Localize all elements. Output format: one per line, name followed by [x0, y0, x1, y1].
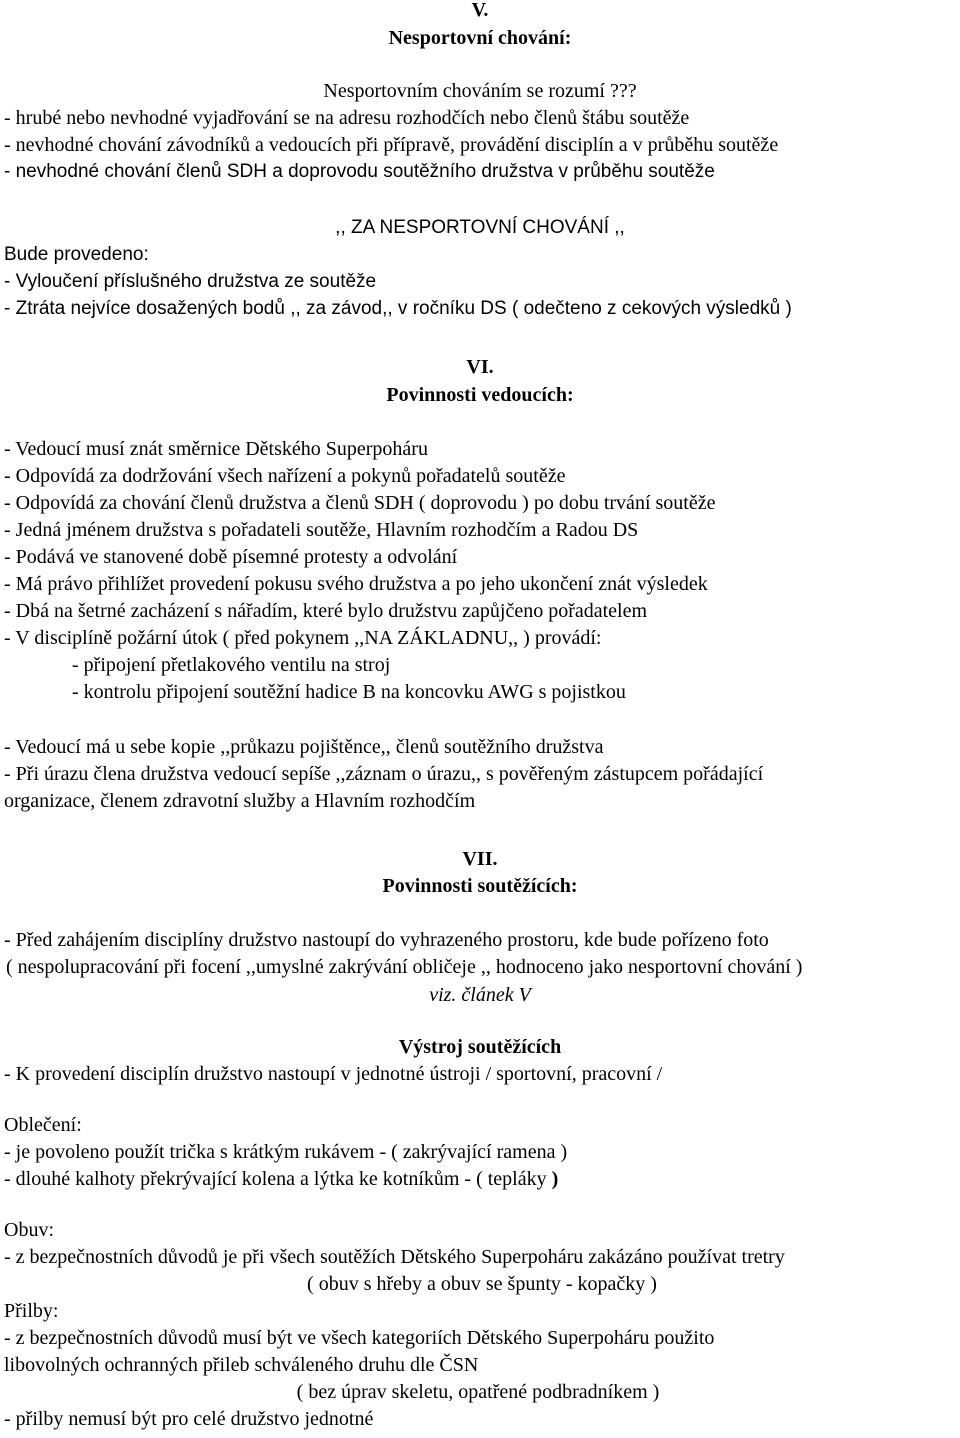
- list-item: - Při úrazu člena družstva vedoucí sepíše ,,záznam o úrazu,, s pověřeným zástupcem pořádající: [4, 763, 764, 785]
- section-heading: Povinnosti soutěžících:: [382, 875, 578, 897]
- list-item-continuation: organizace, členem zdravotní služby a Hlavním rozhodčím: [4, 790, 476, 812]
- section-heading: Nesportovní chování:: [388, 27, 572, 49]
- list-item: - je povoleno použít trička s krátkým rukávem - ( zakrývající ramena ): [4, 1141, 568, 1163]
- list-item: - Podává ve stanovené době písemné protesty a odvolání: [4, 546, 458, 568]
- list-item: [4, 1167, 558, 1191]
- section-number: VI.: [466, 356, 494, 378]
- section-heading: Povinnosti vedoucích:: [386, 384, 574, 406]
- sub-list-item: - kontrolu připojení soutěžní hadice B na koncovku AWG s pojistkou: [72, 681, 626, 703]
- list-item: - přilby nemusí být pro celé družstvo jednotné: [4, 1408, 374, 1430]
- list-item-text: - dlouhé kalhoty překrývající kolena a lýtka ke kotníkům - ( tepláky: [4, 1168, 552, 1190]
- sub-list-item: - připojení přetlakového ventilu na stroj: [72, 654, 391, 676]
- helmets-note: ( bez úprav skeletu, opatřené podbradníkem ): [296, 1381, 660, 1403]
- list-item: - Vedoucí musí znát směrnice Dětského Superpoháru: [4, 438, 428, 460]
- clothes-label: Oblečení:: [4, 1114, 82, 1136]
- list-item: - V disciplíně požární útok ( před pokynem ,,NA ZÁKLADNU,, ) provádí:: [4, 627, 602, 649]
- list-item-continuation: libovolných ochranných přileb schváleného druhu dle ČSN: [4, 1354, 479, 1376]
- penalty-label: Bude provedeno:: [4, 244, 149, 265]
- list-item: - nevhodné chování závodníků a vedoucích při přípravě, provádění disciplín a v průběhu soutěže: [4, 134, 779, 156]
- list-item: - hrubé nebo nevhodné vyjadřování se na adresu rozhodčích nebo členů štábu soutěže: [4, 107, 690, 129]
- list-item: - Jedná jménem družstva s pořadateli soutěže, Hlavním rozhodčím a Radou DS: [4, 519, 639, 541]
- section-intro: Nesportovním chováním se rozumí ???: [323, 80, 637, 102]
- list-item: - Vedoucí má u sebe kopie ,,průkazu pojištěnce,, členů soutěžního družstva: [4, 736, 604, 758]
- helmets-label: Přilby:: [4, 1300, 59, 1322]
- list-item: - K provedení disciplín družstvo nastoupí v jednotné ústroji / sportovní, pracovní /: [4, 1063, 663, 1085]
- shoes-label: Obuv:: [4, 1219, 54, 1241]
- list-item: - Vyloučení příslušného družstva ze soutěže: [4, 271, 377, 292]
- list-item: - nevhodné chování členů SDH a doprovodu soutěžního družstva v průběhu soutěže: [4, 161, 715, 182]
- article-reference: viz. článek V: [429, 984, 531, 1006]
- photo-note: ( nespolupracování při focení ,,umyslné zakrývání obličeje ,, hodnoceno jako nesportovní chování ): [6, 956, 803, 978]
- section-number: V.: [471, 0, 489, 21]
- list-item: - z bezpečnostních důvodů je při všech soutěžích Dětského Superpoháru zakázáno používat tretry: [4, 1246, 785, 1268]
- section-number: VII.: [462, 848, 498, 870]
- equipment-heading: Výstroj soutěžících: [398, 1036, 562, 1058]
- list-item: - Před zahájením disciplíny družstvo nastoupí do vyhrazeného prostoru, kde bude pořízeno foto: [4, 929, 769, 951]
- list-item: - Ztráta nejvíce dosažených bodů ,, za závod,, v ročníku DS ( odečteno z cekových výsledků ): [4, 298, 792, 319]
- list-item: - z bezpečnostních důvodů musí být ve všech kategoriích Dětského Superpoháru použito: [4, 1327, 715, 1349]
- list-item: - Odpovídá za dodržování všech nařízení a pokynů pořadatelů soutěže: [4, 465, 566, 487]
- closing-bracket: ): [551, 1168, 559, 1190]
- sub-heading: ,, ZA NESPORTOVNÍ CHOVÁNÍ ,,: [335, 217, 625, 238]
- list-item: - Odpovídá za chování členů družstva a členů SDH ( doprovodu ) po dobu trvání soutěže: [4, 492, 716, 514]
- shoes-note: ( obuv s hřeby a obuv se špunty - kopačky ): [307, 1273, 657, 1295]
- list-item: - Má právo přihlížet provedení pokusu svého družstva a po jeho ukončení znát výsledek: [4, 573, 708, 595]
- list-item: - Dbá na šetrné zacházení s nářadím, které bylo družstvu zapůjčeno pořadatelem: [4, 600, 648, 622]
